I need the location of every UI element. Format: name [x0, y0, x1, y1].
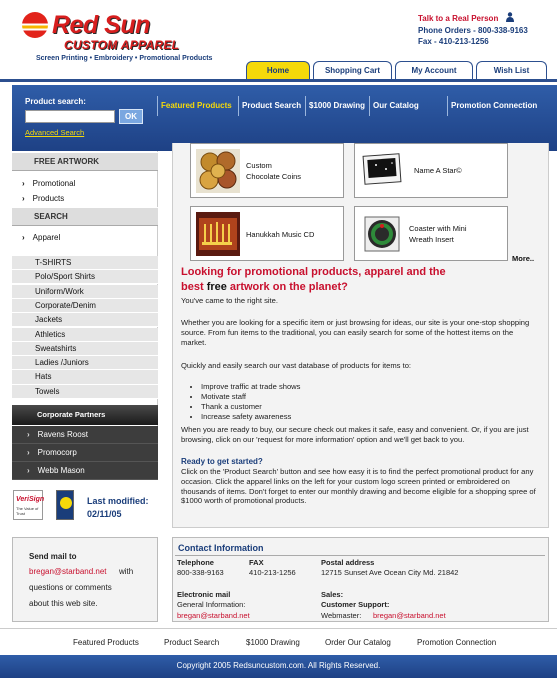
nav-separator [157, 96, 158, 116]
postal-value: 12715 Sunset Ave Ocean City Md. 21842 [321, 568, 459, 577]
nav-featured-products[interactable]: Featured Products [161, 101, 232, 110]
coaster-icon [364, 216, 400, 252]
mail-box [12, 537, 158, 622]
footer-order-catalog[interactable]: Order Our Catalog [325, 638, 391, 647]
product-label: Name A Star© [414, 166, 462, 175]
sidebar-category-ladies[interactable]: Ladies /Juniors [12, 356, 158, 370]
webmaster-label: Webmaster: [321, 611, 362, 620]
sales-label: Sales: [321, 590, 344, 599]
partner-promocorp[interactable]: › Promocorp [12, 444, 158, 462]
nav-promotion-connection[interactable]: Promotion Connection [451, 101, 538, 110]
footer-1000-drawing[interactable]: $1000 Drawing [246, 638, 300, 647]
tab-my-account[interactable]: My Account [395, 61, 473, 80]
sidebar-category-hats[interactable]: Hats [12, 370, 158, 384]
footer-featured-products[interactable]: Featured Products [73, 638, 139, 647]
footer-product-search[interactable]: Product Search [164, 638, 220, 647]
sidebar-category-athletics[interactable]: Athletics [12, 328, 158, 342]
tab-wish-list[interactable]: Wish List [476, 61, 547, 80]
send-mail-title: Send mail to [29, 552, 77, 561]
corporate-partners-heading: Corporate Partners [12, 405, 158, 425]
phone-orders: Phone Orders - 800-338-9163 [418, 26, 528, 35]
headline-free: free [206, 281, 227, 293]
more-products-link[interactable]: More.. [512, 254, 535, 263]
support-label: Customer Support: [321, 600, 390, 609]
intro-text: You've came to the right site. [181, 296, 278, 305]
nav-separator [369, 96, 370, 116]
hanukkah-cd-icon [196, 212, 240, 256]
mail-questions-text: questions or comments [29, 583, 112, 592]
verisign-badge[interactable] [13, 490, 43, 520]
tab-home[interactable]: Home [246, 61, 310, 80]
footer-divider [0, 628, 557, 629]
advanced-search-link[interactable]: Advanced Search [25, 128, 85, 137]
postal-label: Postal address [321, 558, 375, 567]
fax-label: FAX [249, 558, 264, 567]
telephone-label: Telephone [177, 558, 214, 567]
sidebar-category-jackets[interactable]: Jackets [12, 313, 158, 327]
sidebar-category-polo[interactable]: Polo/Sport Shirts [12, 270, 158, 284]
partner-ravens-roost[interactable]: › Ravens Roost [12, 426, 158, 444]
mail-with-text: with [119, 567, 134, 576]
email-label: Electronic mail [177, 590, 231, 599]
nav-1000-drawing[interactable]: $1000 Drawing [309, 101, 366, 110]
mail-email-link[interactable]: bregan@starband.net [29, 567, 107, 576]
nav-separator [238, 96, 239, 116]
list-item: • Improve traffic at trade shows [201, 382, 300, 392]
headline-line1: Looking for promotional products, apparel and the [181, 266, 446, 278]
general-info-label: General Information: [177, 600, 246, 609]
list-item: • Increase safety awareness [201, 412, 300, 422]
sidebar-category-towels[interactable]: Towels [12, 385, 158, 399]
verisign-tagline: The Value of Trust [16, 506, 39, 516]
chocolate-coins-icon [196, 149, 240, 193]
paragraph-quickly: Quickly and easily search our vast database of products for items to: [181, 361, 412, 370]
copyright-text: Copyright 2005 Redsuncustom.com. All Rights Reserved. [176, 661, 381, 670]
paragraph-ready-to-buy: When you are ready to buy, our secure check out makes it safe, easy and convenient. Or, if you are just browsing, click on our 'request for more information' option and we'll get back to you. [181, 425, 529, 444]
free-artwork-heading: FREE ARTWORK [12, 152, 158, 171]
nav-separator [447, 96, 448, 116]
fax-value: 410-213-1256 [249, 568, 296, 577]
sidebar-category-sweatshirts[interactable]: Sweatshirts [12, 342, 158, 356]
paragraph-click: Click on the 'Product Search' button and see how easy it is to find the perfect promotional product for any occasion. Click the apparel links on the left for your custom logo screen printed or embroidered on thousands of items. Don't forget to enter our monthly drawing and become eligible for a shopping spree of $1000 worth of promotional products. [181, 467, 536, 506]
tab-divider [0, 79, 557, 82]
nav-separator [305, 96, 306, 116]
partner-webb-mason[interactable]: › Webb Mason [12, 462, 158, 480]
sidebar-category-uniform[interactable]: Uniform/Work [12, 285, 158, 299]
name-a-star-icon [362, 151, 404, 189]
contact-title: Talk to a Real Person [418, 14, 499, 23]
sidebar-item-promotional[interactable]: › Promotional [22, 179, 75, 188]
list-item: • Thank a customer [201, 402, 300, 412]
mail-about-text: about this web site. [29, 599, 98, 608]
logo-subtitle: CUSTOM APPAREL [64, 38, 180, 52]
product-label: Hanukkah Music CD [246, 230, 315, 239]
headline-best: best [181, 281, 207, 293]
last-modified-label: Last modified: [87, 496, 149, 506]
headline-artwork: artwork on the planet? [226, 281, 348, 293]
sidebar-item-products[interactable]: › Products [22, 194, 64, 203]
footer-promotion-connection[interactable]: Promotion Connection [417, 638, 497, 647]
product-label: Coaster with Mini [409, 224, 467, 233]
verisign-logo: VeriSign [16, 496, 45, 503]
nav-product-search[interactable]: Product Search [242, 101, 302, 110]
last-modified-date: 02/11/05 [87, 509, 122, 519]
telephone-value: 800-338-9163 [177, 568, 224, 577]
product-search-input[interactable] [25, 110, 115, 123]
tab-shopping-cart[interactable]: Shopping Cart [313, 61, 392, 80]
contact-divider [175, 555, 545, 556]
contact-info-title: Contact Information [178, 543, 264, 553]
headline-line2 [181, 281, 348, 293]
product-label: Chocolate Coins [246, 172, 302, 181]
fax-number: Fax - 410-213-1256 [418, 37, 489, 46]
search-heading: SEARCH [12, 207, 158, 226]
sidebar-category-tshirts[interactable]: T-SHIRTS [12, 256, 158, 270]
product-label: Wreath Insert [409, 235, 454, 244]
logo-tagline: Screen Printing • Embroidery • Promotional Products [36, 55, 213, 62]
paragraph-whether: Whether you are looking for a specific item or just browsing for ideas, our site is your one-stop shopping source. From fun items to the traditional, you can easily search for some of the hottest items on the market. [181, 318, 530, 347]
person-icon [506, 12, 514, 22]
benefits-list [201, 382, 300, 422]
security-seal-icon[interactable] [56, 490, 74, 520]
sidebar-item-apparel[interactable]: › Apparel [22, 233, 60, 242]
search-ok-button[interactable]: OK [119, 109, 143, 124]
logo-title[interactable]: Red Sun [52, 11, 150, 39]
webmaster-email[interactable]: bregan@starband.net [373, 611, 446, 620]
product-label: Custom [246, 161, 272, 170]
general-info-email[interactable]: bregan@starband.net [177, 611, 250, 620]
sidebar-category-corporate[interactable]: Corporate/Denim [12, 299, 158, 313]
ready-heading: Ready to get started? [181, 457, 263, 466]
product-search-label: Product search: [25, 97, 86, 106]
nav-our-catalog[interactable]: Our Catalog [373, 101, 419, 110]
list-item: • Motivate staff [201, 392, 300, 402]
sun-logo-icon [22, 12, 48, 38]
